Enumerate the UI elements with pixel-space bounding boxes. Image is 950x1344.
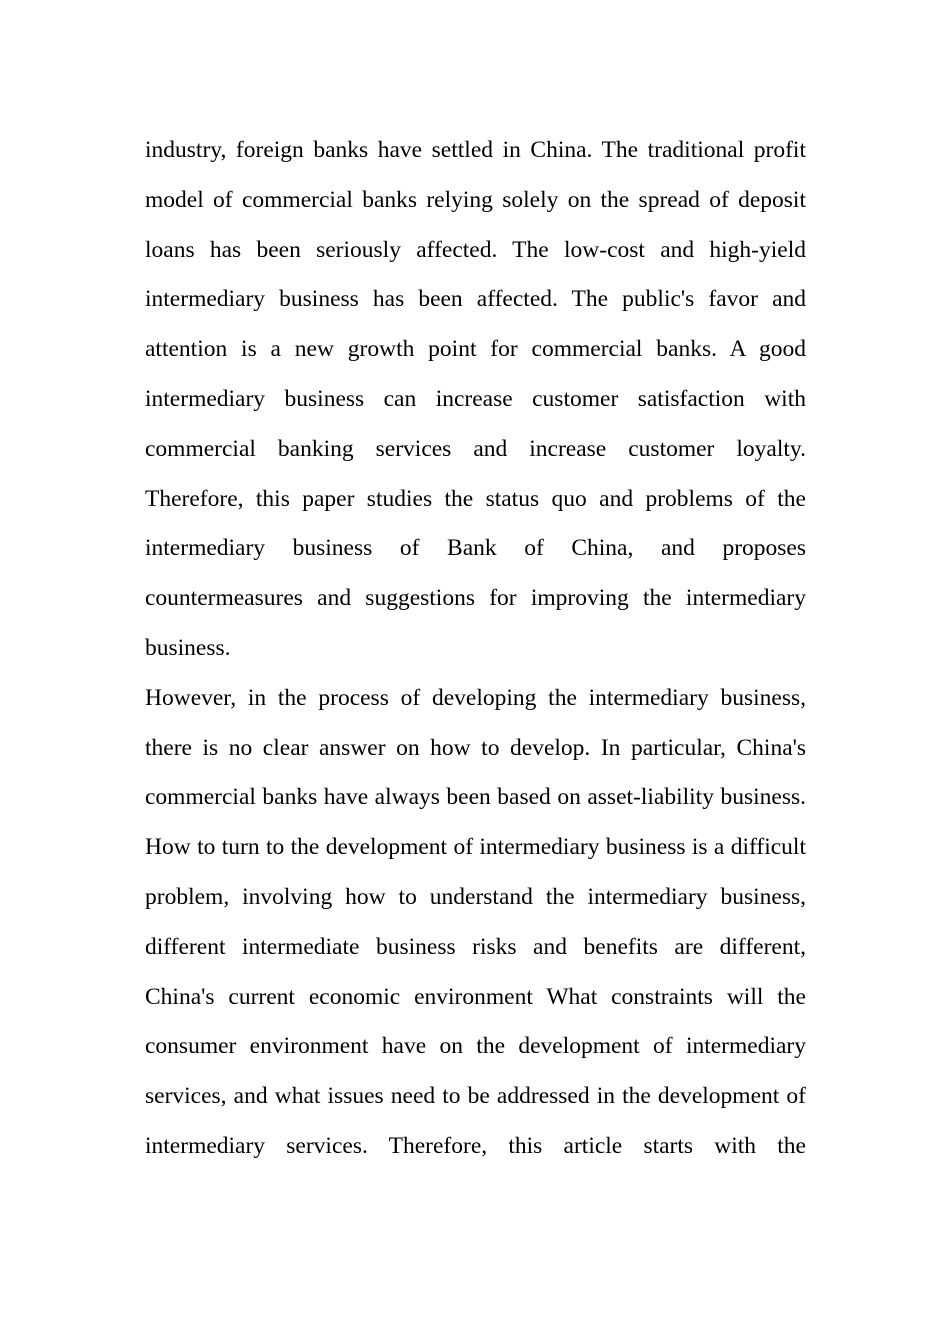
body-text <box>145 126 806 1172</box>
paragraph-1: industry, foreign banks have settled in China. The traditional profit model of commercial banks relying solely on the spread of deposit loans has been seriously affected. The low-cost and high-yield intermediary business has been affected. The public's favor and attention is a new growth point for commercial banks. A good intermediary business can increase customer satisfaction with commercial banking services and increase customer loyalty. Therefore, this paper studies the status quo and problems of the intermediary business of Bank of China, and proposes countermeasures and suggestions for improving the intermediary business. <box>145 137 806 661</box>
paragraph-2: However, in the process of developing the intermediary business, there is no clear answer on how to develop. In particular, China's commercial banks have always been based on asset-liability business. How to turn to the development of intermediary business is a difficult problem, involving how to understand the intermediary business, different intermediate business risks and benefits are different, China's current economic environment What constraints will the consumer environment have on the development of intermediary services, and what issues need to be addressed in the development of intermediary services. Therefore, this article starts with the <box>145 684 806 1159</box>
